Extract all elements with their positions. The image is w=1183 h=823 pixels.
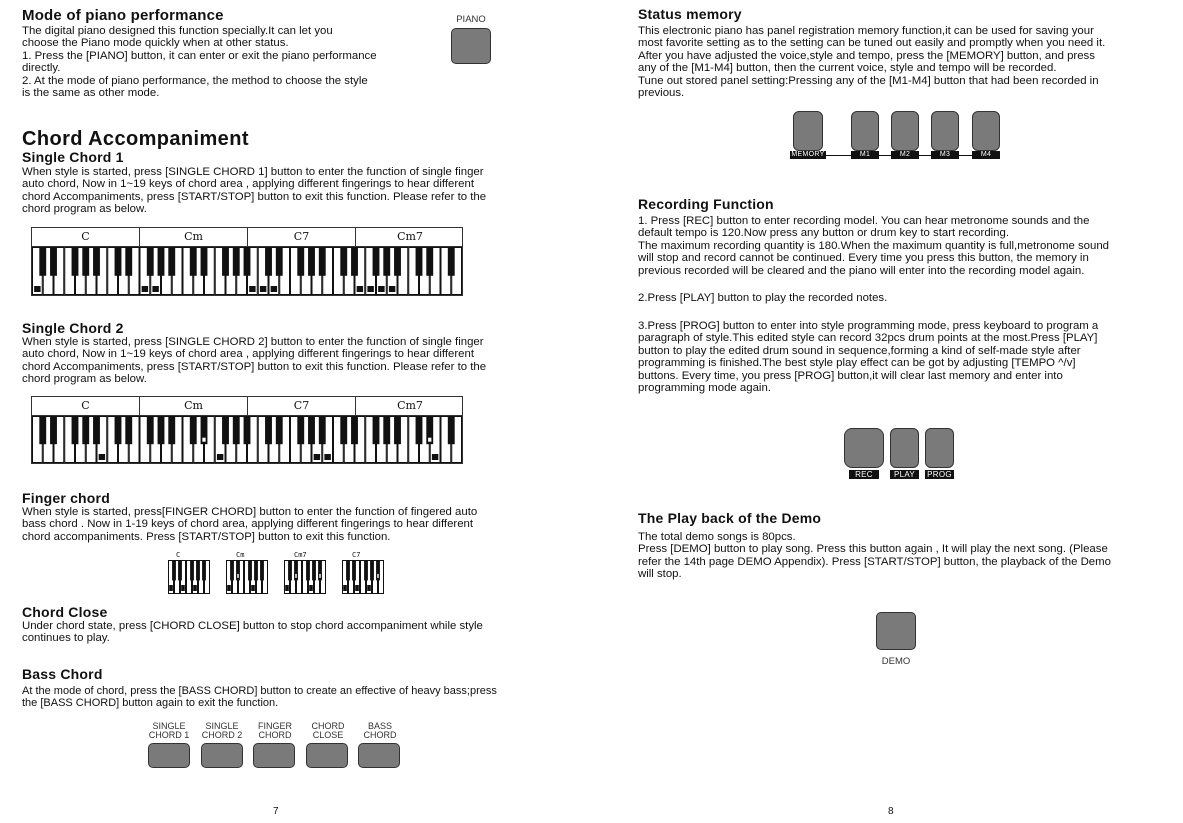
key-marker [152,286,158,292]
m4-tag: M4 [972,151,1000,159]
chord-close-title: Chord Close [22,604,108,620]
chord-close-text: Under chord state, press [CHORD CLOSE] button to stop chord accompaniment while style continues to play. [22,620,483,645]
prog-button[interactable] [925,428,954,468]
mini-keyboard [342,560,384,594]
status-memory-title: Status memory [638,6,742,22]
piano-button[interactable] [451,28,491,64]
black-key [222,247,229,276]
black-key [373,416,380,444]
key-marker [227,585,231,591]
single-chord-1-label: SINGLE CHORD 1 [148,721,190,740]
key-marker [428,437,432,442]
black-key [230,560,234,580]
key-marker [285,585,289,591]
single-chord-2-label: SINGLE CHORD 2 [201,721,243,740]
black-key [276,247,283,276]
black-key [276,416,283,444]
keyboard-svg [168,560,210,594]
single-chord-1-title: Single Chord 1 [22,149,124,165]
demo-button[interactable] [876,612,916,650]
black-key [383,416,390,444]
black-key [244,416,251,444]
black-key [394,416,401,444]
single-chord-2-title: Single Chord 2 [22,320,124,336]
chord-label: Cm [236,551,245,559]
black-key [93,247,100,276]
black-key [308,416,315,444]
bass-chord-label: BASS CHORD [363,721,397,740]
chord-label: Cm7 [397,230,423,243]
black-key [147,416,154,444]
chord-label: C [176,551,181,559]
black-key [168,247,175,276]
black-key [93,416,100,444]
black-key [115,416,122,444]
piano-mode-title: Mode of piano performance [22,7,224,24]
finger-chord-text: When style is started, press[FINGER CHORD] button to enter the function of fingered auto bass chord . Now in 1-19 keys of chord area, applying different fingerings to hear different chord accompaniments. Press [START/STOP] button to exit this function. [22,506,478,543]
black-key [383,247,390,276]
key-marker [181,585,185,591]
black-key [50,247,57,276]
m3-tag: M3 [931,151,959,159]
chord-accompaniment-title: Chord Accompaniment [22,128,249,150]
keyboard-svg [342,560,384,594]
black-key [125,247,132,276]
finger-chord-label: FINGER CHORD [257,721,292,740]
key-marker [295,573,297,578]
black-key [448,247,455,276]
m1-button[interactable] [851,111,879,151]
play-tag: PLAY [890,470,919,479]
black-key [233,247,240,276]
black-key [373,247,380,276]
key-marker [432,454,438,460]
chord-label: C [32,397,140,415]
black-key [39,247,46,276]
black-key [394,247,401,276]
single-chord-2-chart [31,396,463,464]
black-key [158,247,165,276]
black-key [364,560,368,580]
bass-chord-title: Bass Chord [22,666,103,682]
page-number-right: 8 [888,806,894,817]
black-key [416,416,423,444]
demo-text: The total demo songs is 80pcs. Press [DEMO] button to play song. Press this button again , It will play the next song. (Please refer the 14th page DEMO Appendix). Press [START/STOP] button, the playback of the Demo will stop. [638,531,1111,581]
black-key [190,560,194,580]
chord-close-label: CHORD CLOSE [311,721,345,740]
key-marker [314,454,320,460]
black-key [202,560,206,580]
black-key [178,560,182,580]
demo-button-label: DEMO [881,656,911,667]
bass-chord-text: At the mode of chord, press the [BASS CHORD] button to create an effective of heavy bass;press the [BASS CHORD] button again to exit the function. [22,685,497,710]
chord-label: Cm [140,228,248,246]
m1-tag: M1 [851,151,879,159]
black-key [233,416,240,444]
keyboard-diagram [32,247,462,295]
finger-chord-button[interactable] [253,743,295,768]
key-marker [251,585,255,591]
chord-label: C7 [352,551,361,559]
black-key [158,416,165,444]
black-key [416,247,423,276]
black-key [172,560,176,580]
rec-tag: REC [849,470,879,479]
key-marker [202,437,206,442]
black-key [265,416,272,444]
single-chord-1-button[interactable] [148,743,190,768]
keyboard-diagram [32,416,462,463]
black-key [125,416,132,444]
black-key [254,560,258,580]
key-marker [355,585,359,591]
recording-title: Recording Function [638,196,774,212]
key-marker [237,573,239,578]
key-marker [34,286,40,292]
demo-title: The Play back of the Demo [638,510,822,526]
page-number-left: 7 [273,806,279,817]
recording-text-2: 2.Press [PLAY] button to play the recorded notes. [638,292,888,304]
key-marker [169,585,173,591]
black-key [351,416,358,444]
chord-close-button[interactable] [306,743,348,768]
black-key [312,560,316,580]
black-key [72,416,79,444]
prog-tag: PROG [925,470,954,479]
black-key [351,247,358,276]
piano-button-label: PIANO [456,14,486,25]
black-key [244,247,251,276]
mini-keyboard [284,560,326,594]
recording-text-1: 1. Press [REC] button to enter recording model. You can hear metronome sounds and the default tempo is 120.Now press any button or drum key to start recording. The maximum recording quantity is 180.When the maximum quantity is full,metronome sound will stop and record cannot be continued. Every time you press this button, the memory in previous recorded will be cleared and the piano will enter into the recording model again. [638,215,1110,277]
black-key [50,416,57,444]
black-key [248,560,252,580]
black-key [370,560,374,580]
chord-label: C7 [248,228,356,246]
piano-mode-text: The digital piano designed this function specially.It can let you choose the Piano mode quickly when at other status. 1. Press the [PIANO] button, it can enter or exit the piano performance directly. 2. At the mode of piano performance, the method to choose the style is the same as other mode. [22,25,377,100]
black-key [265,247,272,276]
black-key [147,247,154,276]
key-marker [357,286,363,292]
black-key [352,560,356,580]
key-marker [271,286,277,292]
black-key [340,416,347,444]
black-key [82,247,89,276]
black-key [260,560,264,580]
m4-button[interactable] [972,111,1000,151]
chord-label: C7 [248,397,356,415]
key-marker [319,573,321,578]
mini-keyboard [168,560,210,594]
memory-tag: MEMORY [791,151,825,158]
black-key [319,247,326,276]
black-key [306,560,310,580]
chord-label: Cm7 [397,399,423,412]
chord-label: Cm [140,397,248,415]
black-key [201,247,208,276]
finger-chord-diagrams [168,551,388,597]
mini-keyboard [226,560,268,594]
black-key [222,416,229,444]
key-marker [378,286,384,292]
play-button[interactable] [890,428,919,468]
single-chord-1-chart [31,227,463,296]
black-key [190,247,197,276]
black-key [448,416,455,444]
key-marker [260,286,266,292]
key-marker [142,286,148,292]
black-key [297,416,304,444]
key-marker [217,454,223,460]
black-key [288,560,292,580]
single-chord-2-button[interactable] [201,743,243,768]
status-memory-text: This electronic piano has panel registration memory function,it can be used for saving your most favorite setting as to the setting can be tuned out easily and promptly when you need it. After you have adjusted the voice,style and tempo, press the [MEMORY] button, and press any of the [M1-M4] button, then the current voice, style and tempo will be recorded. Tune out stored panel setting:Pressing any of the [M1-M4] button that had been recorded in previous. [638,25,1106,100]
black-key [115,247,122,276]
black-key [39,416,46,444]
m3-button[interactable] [931,111,959,151]
black-key [308,247,315,276]
recording-text-3: 3.Press [PROG] button to enter into style programming mode, press keyboard to program a paragraph of style.This edited style can record 32pcs drum points at the most.Press [PLAY] button to play the edited drum sound in sequence,forming a kind of self-made style after programming is finished.The best style play effect can be got by adjusting [TEMPO ^/v] buttons. Every time, you press [PROG] button,it will clear last memory and enter into programming mode again. [638,320,1099,395]
chord-label: Cm7 [294,551,307,559]
keyboard-svg [32,416,462,463]
key-marker [367,585,371,591]
memory-button[interactable] [793,111,823,151]
key-marker [249,286,255,292]
black-key [426,247,433,276]
key-marker [193,585,197,591]
key-marker [343,585,347,591]
black-key [196,560,200,580]
single-chord-1-text: When style is started, press [SINGLE CHORD 1] button to enter the function of single finger auto chord, Now in 1~19 keys of chord area , applying different fingerings to hear different chord Accompaniments, press [START/STOP] button to exit this function. Please refer to the chord program as below. [22,166,487,216]
rec-button[interactable] [844,428,884,468]
bass-chord-button[interactable] [358,743,400,768]
m2-button[interactable] [891,111,919,151]
key-marker [377,573,379,578]
m2-tag: M2 [891,151,919,159]
key-marker [309,585,313,591]
keyboard-svg [32,247,462,295]
black-key [168,416,175,444]
black-key [190,416,197,444]
black-key [346,560,350,580]
key-marker [389,286,395,292]
black-key [72,247,79,276]
key-marker [99,454,105,460]
finger-chord-title: Finger chord [22,490,110,506]
key-marker [367,286,373,292]
black-key [82,416,89,444]
black-key [297,247,304,276]
chord-label: C [32,228,140,246]
keyboard-svg [284,560,326,594]
key-marker [324,454,330,460]
black-key [319,416,326,444]
keyboard-svg [226,560,268,594]
black-key [340,247,347,276]
single-chord-2-text: When style is started, press [SINGLE CHORD 2] button to enter the function of single finger auto chord, Now in 1~19 keys of chord area , applying different fingerings to hear different chord Accompaniments, press [START/STOP] button to exit this function. Please refer to the chord program as below. [22,336,487,386]
